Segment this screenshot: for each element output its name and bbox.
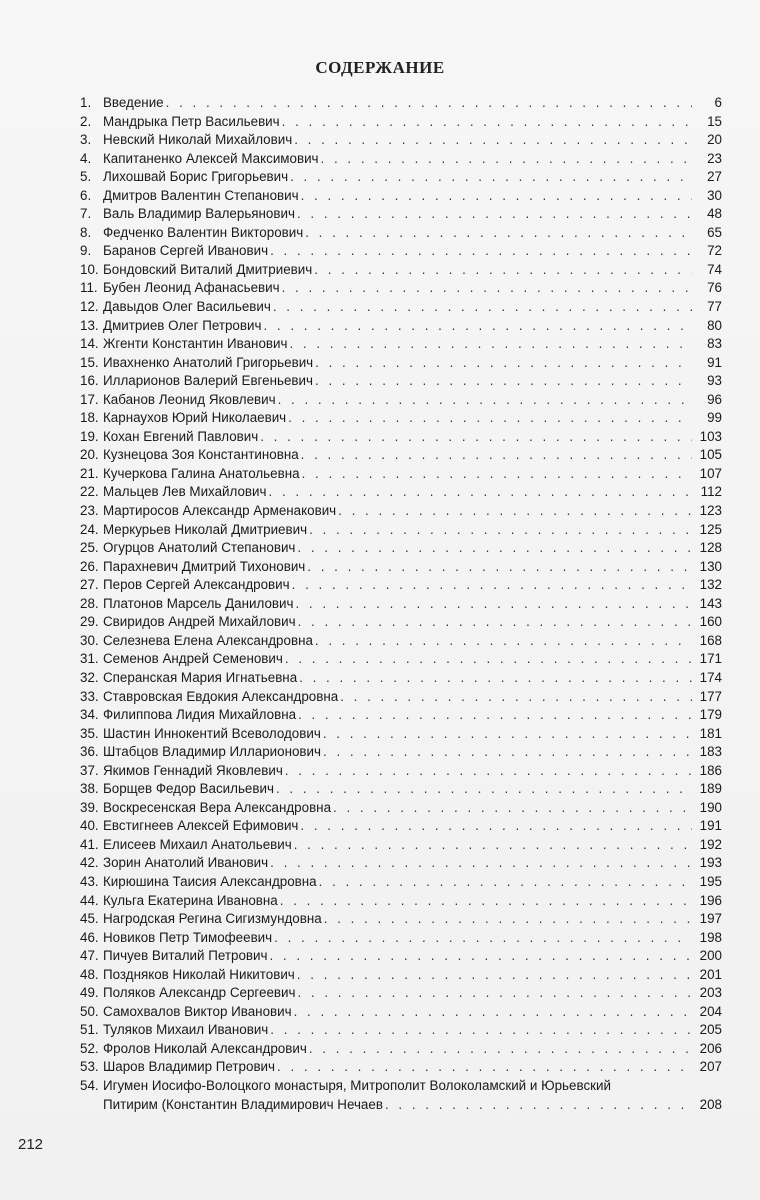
dot-leader bbox=[324, 910, 692, 929]
toc-entry bbox=[80, 984, 722, 1003]
entry-title: Парахневич Дмитрий Тихонович bbox=[103, 558, 306, 574]
entry-page: 93 bbox=[707, 373, 722, 389]
entry-number: 17. bbox=[80, 391, 99, 407]
entry-title: Селезнева Елена Александровна bbox=[103, 632, 313, 648]
entry-title: Дмитриев Олег Петрович bbox=[103, 317, 262, 333]
entry-title: Сперанская Мария Игнатьевна bbox=[103, 669, 298, 685]
entry-number: 28. bbox=[80, 595, 99, 611]
entry-number: 53. bbox=[80, 1059, 99, 1075]
entry-title: Платонов Марсель Данилович bbox=[103, 595, 294, 611]
toc-entry bbox=[80, 873, 722, 892]
dot-leader bbox=[270, 854, 692, 873]
toc-entry bbox=[80, 799, 722, 818]
entry-title: Шаров Владимир Петрович bbox=[103, 1059, 276, 1075]
toc-entry bbox=[80, 558, 722, 577]
entry-number: 46. bbox=[80, 929, 99, 945]
dot-leader bbox=[288, 409, 692, 428]
dot-leader bbox=[269, 947, 692, 966]
toc-entry bbox=[80, 428, 722, 447]
entry-number: 8. bbox=[80, 224, 92, 240]
entry-page: 196 bbox=[699, 892, 722, 908]
entry-title: Перов Сергей Александрович bbox=[103, 577, 290, 593]
toc-entry bbox=[80, 613, 722, 632]
entry-number: 30. bbox=[80, 632, 99, 648]
dot-leader bbox=[263, 317, 692, 336]
toc-entry bbox=[80, 335, 722, 354]
entry-number: 31. bbox=[80, 651, 99, 667]
entry-page: 107 bbox=[699, 465, 722, 481]
entry-page: 143 bbox=[699, 595, 722, 611]
entry-number: 5. bbox=[80, 169, 92, 185]
entry-number: 25. bbox=[80, 540, 99, 556]
dot-leader bbox=[277, 1058, 692, 1077]
dot-leader bbox=[292, 576, 692, 595]
toc-entry bbox=[80, 854, 722, 873]
dot-leader bbox=[285, 762, 692, 781]
entry-page: 179 bbox=[699, 707, 722, 723]
entry-title: Елисеев Михаил Анатольевич bbox=[103, 836, 292, 852]
toc-entry bbox=[80, 1058, 722, 1077]
entry-title: Воскресенская Вера Александровна bbox=[103, 799, 332, 815]
entry-title: Самохвалов Виктор Иванович bbox=[103, 1003, 292, 1019]
entry-number: 49. bbox=[80, 985, 99, 1001]
entry-number: 19. bbox=[80, 428, 99, 444]
toc-entry bbox=[80, 521, 722, 540]
dot-leader bbox=[298, 613, 692, 632]
entry-number: 3. bbox=[80, 132, 92, 148]
entry-page: 171 bbox=[699, 651, 722, 667]
toc-entry bbox=[80, 354, 722, 373]
toc-entry bbox=[80, 892, 722, 911]
dot-leader bbox=[302, 465, 692, 484]
entry-title: Кучеркова Галина Анатольевна bbox=[103, 465, 300, 481]
entry-title: Кирюшина Таисия Александровна bbox=[103, 873, 317, 889]
entry-title: Семенов Андрей Семенович bbox=[103, 651, 283, 667]
entry-page: 205 bbox=[699, 1022, 722, 1038]
toc-entry bbox=[80, 929, 722, 948]
entry-page: 6 bbox=[714, 95, 722, 110]
entry-title: Мартиросов Александр Арменакович bbox=[103, 503, 337, 519]
dot-leader bbox=[315, 632, 692, 651]
entry-number: 45. bbox=[80, 911, 99, 927]
toc-entry bbox=[80, 298, 722, 317]
entry-number: 4. bbox=[80, 150, 92, 166]
dot-leader bbox=[297, 984, 692, 1003]
entry-page: 48 bbox=[707, 206, 722, 222]
entry-page: 191 bbox=[699, 818, 722, 834]
toc-entry bbox=[80, 836, 722, 855]
entry-title: Новиков Петр Тимофеевич bbox=[103, 929, 273, 945]
entry-page: 72 bbox=[707, 243, 722, 259]
entry-title: Шастин Иннокентий Всеволодович bbox=[103, 725, 321, 741]
entry-title: Федченко Валентин Викторович bbox=[103, 224, 304, 240]
toc-entry bbox=[80, 168, 722, 187]
entry-number: 51. bbox=[80, 1022, 99, 1038]
entry-title: Свиридов Андрей Михайлович bbox=[103, 614, 296, 630]
entry-title-continued: Питирим (Константин Владимирович Нечаев bbox=[103, 1096, 383, 1112]
toc-entry bbox=[80, 688, 722, 707]
dot-leader bbox=[298, 706, 692, 725]
dot-leader bbox=[305, 224, 692, 243]
toc-entry bbox=[80, 576, 722, 595]
entry-number: 41. bbox=[80, 836, 99, 852]
toc-entry bbox=[80, 131, 722, 150]
entry-number: 27. bbox=[80, 577, 99, 593]
entry-title: Штабцов Владимир Илларионович bbox=[103, 744, 321, 760]
dot-leader bbox=[282, 113, 692, 132]
entry-number: 16. bbox=[80, 373, 99, 389]
toc-entry bbox=[80, 1077, 722, 1114]
dot-leader bbox=[289, 335, 692, 354]
dot-leader bbox=[280, 892, 692, 911]
dot-leader bbox=[270, 1021, 692, 1040]
entry-number: 34. bbox=[80, 707, 99, 723]
entry-page: 197 bbox=[699, 911, 722, 927]
dot-leader bbox=[273, 298, 692, 317]
toc-entry bbox=[80, 483, 722, 502]
entry-page: 190 bbox=[699, 799, 722, 815]
entry-page: 74 bbox=[707, 261, 722, 277]
entry-title: Жгенти Константин Иванович bbox=[103, 336, 288, 352]
toc-entry bbox=[80, 966, 722, 985]
dot-leader bbox=[301, 446, 692, 465]
entry-page: 96 bbox=[707, 391, 722, 407]
entry-page: 160 bbox=[699, 614, 722, 630]
table-of-contents bbox=[80, 94, 722, 1114]
entry-number: 42. bbox=[80, 855, 99, 871]
dot-leader bbox=[294, 836, 692, 855]
entry-number: 40. bbox=[80, 818, 99, 834]
dot-leader bbox=[282, 279, 692, 298]
entry-title: Карнаухов Юрий Николаевич bbox=[103, 410, 287, 426]
dot-leader bbox=[274, 929, 692, 948]
dot-leader bbox=[270, 242, 692, 261]
toc-entry bbox=[80, 502, 722, 521]
entry-title: Лихошвай Борис Григорьевич bbox=[103, 169, 289, 185]
toc-entry bbox=[80, 409, 722, 428]
entry-title: Евстигнеев Алексей Ефимович bbox=[103, 818, 299, 834]
toc-entry bbox=[80, 595, 722, 614]
entry-title: Мандрыка Петр Васильевич bbox=[103, 113, 280, 129]
entry-page: 125 bbox=[699, 521, 722, 537]
dot-leader bbox=[300, 817, 692, 836]
entry-number: 29. bbox=[80, 614, 99, 630]
entry-page: 132 bbox=[699, 577, 722, 593]
entry-number: 39. bbox=[80, 799, 99, 815]
entry-number: 1. bbox=[80, 95, 92, 110]
toc-entry bbox=[80, 706, 722, 725]
dot-leader bbox=[276, 780, 692, 799]
toc-entry bbox=[80, 780, 722, 799]
entry-page: 181 bbox=[699, 725, 722, 741]
entry-page: 112 bbox=[700, 484, 722, 500]
entry-page: 189 bbox=[699, 781, 722, 797]
toc-entry bbox=[80, 743, 722, 762]
entry-page: 91 bbox=[707, 354, 722, 370]
entry-page: 204 bbox=[699, 1003, 722, 1019]
dot-leader bbox=[309, 521, 692, 540]
toc-entry bbox=[80, 242, 722, 261]
dot-leader bbox=[278, 391, 692, 410]
entry-title: Зорин Анатолий Иванович bbox=[103, 855, 269, 871]
entry-number: 47. bbox=[80, 948, 99, 964]
toc-entry bbox=[80, 669, 722, 688]
dot-leader bbox=[297, 539, 692, 558]
dot-leader bbox=[260, 428, 692, 447]
dot-leader bbox=[314, 261, 692, 280]
toc-entry bbox=[80, 150, 722, 169]
toc-entry bbox=[80, 446, 722, 465]
toc-entry bbox=[80, 632, 722, 651]
entry-number: 32. bbox=[80, 669, 99, 685]
entry-page: 128 bbox=[699, 540, 722, 556]
entry-page: 192 bbox=[699, 836, 722, 852]
entry-title: Нагродская Регина Сигизмундовна bbox=[103, 911, 322, 927]
entry-page: 27 bbox=[707, 169, 722, 185]
entry-title: Ивахненко Анатолий Григорьевич bbox=[103, 354, 314, 370]
dot-leader bbox=[323, 743, 692, 762]
entry-page: 203 bbox=[699, 985, 722, 1001]
toc-entry bbox=[80, 94, 722, 113]
entry-title: Филиппова Лидия Михайловна bbox=[103, 707, 297, 723]
entry-title: Поляков Александр Сергеевич bbox=[103, 985, 296, 1001]
dot-leader bbox=[338, 502, 692, 521]
entry-number: 54. bbox=[80, 1077, 99, 1093]
entry-title: Илларионов Валерий Евгеньевич bbox=[103, 373, 313, 389]
dot-leader bbox=[297, 205, 692, 224]
entry-page: 99 bbox=[707, 410, 722, 426]
entry-title: Поздняков Николай Никитович bbox=[103, 966, 295, 982]
toc-entry bbox=[80, 1003, 722, 1022]
entry-page: 177 bbox=[699, 688, 722, 704]
entry-title: Бондовский Виталий Дмитриевич bbox=[103, 261, 313, 277]
toc-entry bbox=[80, 650, 722, 669]
entry-page: 186 bbox=[699, 762, 722, 778]
toc-entry bbox=[80, 465, 722, 484]
page-title: СОДЕРЖАНИЕ bbox=[315, 58, 445, 77]
dot-leader bbox=[299, 669, 692, 688]
dot-leader bbox=[333, 799, 692, 818]
entry-number: 14. bbox=[80, 336, 99, 352]
entry-number: 21. bbox=[80, 465, 99, 481]
toc-entry bbox=[80, 113, 722, 132]
entry-title: Фролов Николай Александрович bbox=[103, 1040, 307, 1056]
entry-number: 43. bbox=[80, 873, 99, 889]
toc-entry bbox=[80, 1021, 722, 1040]
entry-number: 20. bbox=[80, 447, 99, 463]
entry-number: 52. bbox=[80, 1040, 99, 1056]
dot-leader bbox=[309, 1040, 692, 1059]
dot-leader bbox=[294, 131, 692, 150]
entry-title: Кохан Евгений Павлович bbox=[103, 428, 259, 444]
toc-entry bbox=[80, 372, 722, 391]
dot-leader bbox=[315, 354, 692, 373]
entry-title: Мальцев Лев Михайлович bbox=[103, 484, 267, 500]
dot-leader bbox=[323, 725, 692, 744]
dot-leader bbox=[290, 168, 692, 187]
dot-leader bbox=[319, 873, 692, 892]
entry-number: 7. bbox=[80, 206, 92, 222]
dot-leader bbox=[285, 650, 692, 669]
entry-title: Пичуев Виталий Петрович bbox=[103, 948, 268, 964]
dot-leader bbox=[340, 688, 692, 707]
toc-entry bbox=[80, 725, 722, 744]
toc-entry bbox=[80, 910, 722, 929]
entry-title: Капитаненко Алексей Максимович bbox=[103, 150, 319, 166]
toc-entry bbox=[80, 187, 722, 206]
entry-number: 2. bbox=[80, 113, 92, 129]
entry-number: 18. bbox=[80, 410, 99, 426]
entry-page: 183 bbox=[699, 744, 722, 760]
entry-number: 48. bbox=[80, 966, 99, 982]
dot-leader bbox=[315, 372, 692, 391]
entry-number: 33. bbox=[80, 688, 99, 704]
entry-number: 6. bbox=[80, 187, 92, 203]
entry-page: 123 bbox=[699, 503, 722, 519]
entry-title: Невский Николай Михайлович bbox=[103, 132, 293, 148]
entry-page: 80 bbox=[707, 317, 722, 333]
entry-page: 174 bbox=[699, 669, 722, 685]
toc-entry bbox=[80, 261, 722, 280]
dot-leader bbox=[166, 94, 692, 113]
entry-title: Валь Владимир Валерьянович bbox=[103, 206, 295, 222]
entry-number: 26. bbox=[80, 558, 99, 574]
toc-entry bbox=[80, 762, 722, 781]
entry-title: Введение bbox=[103, 95, 164, 110]
entry-page: 76 bbox=[707, 280, 722, 296]
entry-title: Бубен Леонид Афанасьевич bbox=[103, 280, 280, 296]
entry-page: 30 bbox=[707, 187, 722, 203]
entry-page: 195 bbox=[699, 873, 722, 889]
entry-page: 200 bbox=[699, 948, 722, 964]
dot-leader bbox=[321, 150, 692, 169]
entry-number: 44. bbox=[80, 892, 99, 908]
entry-page: 168 bbox=[699, 632, 722, 648]
dot-leader bbox=[294, 1003, 692, 1022]
page-number: 212 bbox=[18, 1136, 44, 1153]
entry-title: Игумен Иосифо-Волоцкого монастыря, Митрополит Волоколамский и Юрьевский bbox=[103, 1077, 611, 1093]
dot-leader bbox=[297, 966, 692, 985]
entry-page: 103 bbox=[699, 428, 722, 444]
entry-page: 65 bbox=[707, 224, 722, 240]
entry-number: 38. bbox=[80, 781, 99, 797]
toc-entry bbox=[80, 391, 722, 410]
entry-page: 83 bbox=[707, 336, 722, 352]
entry-page: 198 bbox=[699, 929, 722, 945]
entry-page: 77 bbox=[707, 299, 722, 315]
entry-page: 201 bbox=[699, 966, 722, 982]
entry-number: 9. bbox=[80, 243, 92, 259]
entry-number: 12. bbox=[80, 299, 99, 315]
entry-title: Дмитров Валентин Степанович bbox=[103, 187, 299, 203]
entry-page: 193 bbox=[699, 855, 722, 871]
entry-page: 130 bbox=[699, 558, 722, 574]
entry-title: Якимов Геннадий Яковлевич bbox=[103, 762, 283, 778]
entry-number: 23. bbox=[80, 503, 99, 519]
toc-entry bbox=[80, 317, 722, 336]
entry-number: 37. bbox=[80, 762, 99, 778]
entry-page: 207 bbox=[699, 1059, 722, 1075]
entry-number: 35. bbox=[80, 725, 99, 741]
entry-page: 206 bbox=[699, 1040, 722, 1056]
entry-number: 11. bbox=[80, 280, 98, 296]
entry-number: 15. bbox=[80, 354, 99, 370]
entry-page: 15 bbox=[707, 113, 722, 129]
entry-number: 22. bbox=[80, 484, 99, 500]
dot-leader bbox=[269, 483, 693, 502]
dot-leader bbox=[301, 187, 692, 206]
entry-title: Борщев Федор Васильевич bbox=[103, 781, 274, 797]
toc-entry bbox=[80, 817, 722, 836]
entry-number: 24. bbox=[80, 521, 99, 537]
entry-number: 50. bbox=[80, 1003, 99, 1019]
entry-page: 208 bbox=[699, 1096, 722, 1112]
dot-leader bbox=[385, 1096, 692, 1115]
toc-entry bbox=[80, 224, 722, 243]
entry-title: Кузнецова Зоя Константиновна bbox=[103, 447, 299, 463]
entry-number: 13. bbox=[80, 317, 99, 333]
toc-entry bbox=[80, 947, 722, 966]
dot-leader bbox=[295, 595, 692, 614]
entry-title: Баранов Сергей Иванович bbox=[103, 243, 269, 259]
dot-leader bbox=[307, 558, 692, 577]
entry-title: Меркурьев Николай Дмитриевич bbox=[103, 521, 308, 537]
entry-title: Кульга Екатерина Ивановна bbox=[103, 892, 278, 908]
entry-title: Ставровская Евдокия Александровна bbox=[103, 688, 339, 704]
entry-page: 23 bbox=[707, 150, 722, 166]
toc-entry bbox=[80, 205, 722, 224]
entry-title: Огурцов Анатолий Степанович bbox=[103, 540, 296, 556]
entry-title: Кабанов Леонид Яковлевич bbox=[103, 391, 276, 407]
toc-entry bbox=[80, 539, 722, 558]
entry-page: 105 bbox=[699, 447, 722, 463]
entry-number: 10. bbox=[80, 261, 99, 277]
toc-entry bbox=[80, 1040, 722, 1059]
entry-page: 20 bbox=[707, 132, 722, 148]
entry-title: Давыдов Олег Васильевич bbox=[103, 299, 271, 315]
entry-title: Туляков Михаил Иванович bbox=[103, 1022, 269, 1038]
toc-entry bbox=[80, 279, 722, 298]
entry-number: 36. bbox=[80, 744, 99, 760]
